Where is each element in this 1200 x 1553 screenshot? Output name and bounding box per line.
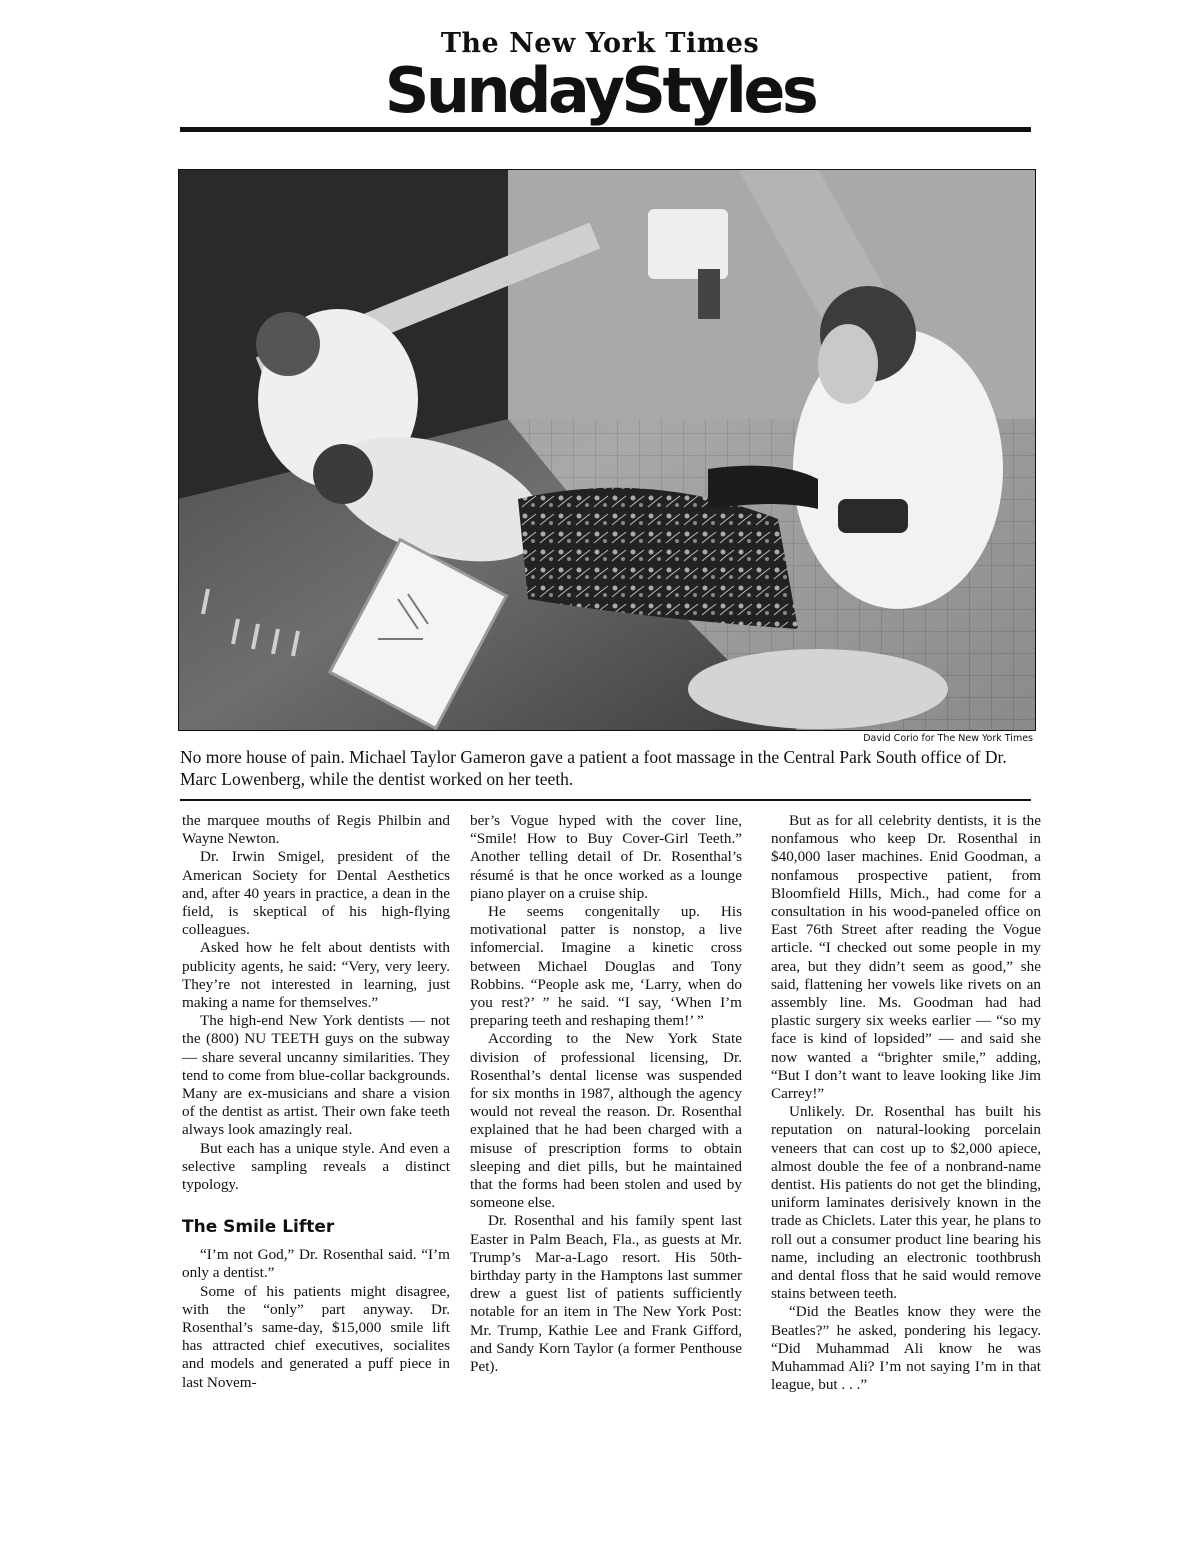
masthead-rule	[180, 127, 1031, 132]
article-column-1	[182, 812, 450, 1392]
paragraph: Unlikely. Dr. Rosenthal has built his reputation on natural-looking porcelain veneers that can cost up to $2,000 apiece, almost double the fee of a nonbrand-name dentist. His patients do not get the blinding, uniform laminates derisively known in the trade as Chiclets. Later this year, he plans to roll out a consumer product line bearing his name, including an electronic toothbrush and dental floss that he said would remove stains between teeth.	[771, 1103, 1041, 1303]
dental-office-photo	[178, 169, 1036, 731]
subheading: The Smile Lifter	[182, 1217, 335, 1238]
paragraph: The high-end New York dentists — not the (800) NU TEETH guys on the subway — share several uncanny similarities. They tend to come from blue-collar backgrounds. Many are ex-musicians and share a vision of the dentist as artist. Their own fake teeth always look amazingly real.	[182, 1012, 450, 1139]
paragraph: Dr. Irwin Smigel, president of the American Society for Dental Aesthetics and, after 40 years in practice, a dean in the field, is skeptical of his high-flying colleagues.	[182, 848, 450, 939]
paragraph: ber’s Vogue hyped with the cover line, “Smile! How to Buy Cover-Girl Teeth.” Another telling detail of Dr. Rosenthal’s résumé is that he once worked as a lounge piano player on a cruise ship.	[470, 812, 742, 902]
article-column-2	[470, 812, 742, 1376]
paragraph: But as for all celebrity dentists, it is the nonfamous who keep Dr. Rosenthal in $40,000 laser machines. Enid Goodman, a nonfamous prospective patient, from Bloomfield Hills, Mich., had come for a consultation in his wood-paneled office on East 76th Street after reading the Vogue article. “I checked out some people in my area, but they didn’t seem as good,” she said, flattening her vowels like rivets on an assembly line. Ms. Goodman had had plastic surgery six weeks earlier — “so my face is kind of lopsided” — and said she now wanted a “brighter smile,” adding, “But I don’t want to leave looking like Jim Carrey!”	[771, 812, 1041, 1103]
photo-caption: No more house of pain. Michael Taylor Gameron gave a patient a foot massage in the Central Park South office of Dr. Marc Lowenberg, while the dentist worked on her teeth.	[180, 747, 1007, 789]
paragraph: “Did the Beatles know they were the Beatles?” he asked, pondering his legacy. “Did Muhammad Ali know he was Muhammad Ali? I’m not saying I’m in that league, but . . .”	[771, 1303, 1041, 1394]
paragraph: According to the New York State division of professional licensing, Dr. Rosenthal’s dental license was suspended for six months in 1987, although the agency would not reveal the reason. Dr. Rosenthal explained that he had been charged with a misuse of prescription forms to obtain sleeping and diet pills, but he maintained that the forms had been stolen and used by someone else.	[470, 1030, 742, 1212]
paragraph: the marquee mouths of Regis Philbin and Wayne Newton.	[182, 812, 450, 848]
paragraph: “I’m not God,” Dr. Rosenthal said. “I’m only a dentist.”	[182, 1246, 450, 1282]
paragraph: Asked how he felt about dentists with publicity agents, he said: “Very, very leery. They’re not interested in learning, just making a name for themselves.”	[182, 939, 450, 1012]
newspaper-nameplate: The New York Times	[440, 28, 760, 59]
paragraph: But each has a unique style. And even a selective sampling reveals a distinct typology.	[182, 1139, 450, 1194]
paragraph: Dr. Rosenthal and his family spent last Easter in Palm Beach, Fla., as guests at Mr. Trump’s Mar-a-Lago resort. His 50th-birthday party in the Hamptons last summer drew a guest list of patients sufficiently notable for an item in The New York Post: Mr. Trump, Kathie Lee and Frank Gifford, and Sandy Korn Taylor (a former Penthouse Pet).	[470, 1212, 742, 1376]
paragraph: Some of his patients might disagree, with the “only” part anyway. Dr. Rosenthal’s same-day, $15,000 smile lift has attracted chief executives, socialites and models and generated a puff piece in last Novem-	[182, 1282, 450, 1391]
paragraph: He seems congenitally up. His motivational patter is nonstop, a live infomercial. Imagine a kinetic cross between Michael Douglas and Tony Robbins. “People ask me, ‘Larry, when do you rest?’ ” he said. “I say, ‘When I’m preparing teeth and reshaping them!’ ”	[470, 903, 742, 1030]
article-column-3	[771, 812, 1041, 1395]
photo-illustration	[178, 169, 1036, 731]
section-title: SundayStyles	[384, 54, 816, 127]
photo-credit: David Corio for The New York Times	[863, 733, 1033, 744]
caption-rule	[180, 799, 1031, 801]
